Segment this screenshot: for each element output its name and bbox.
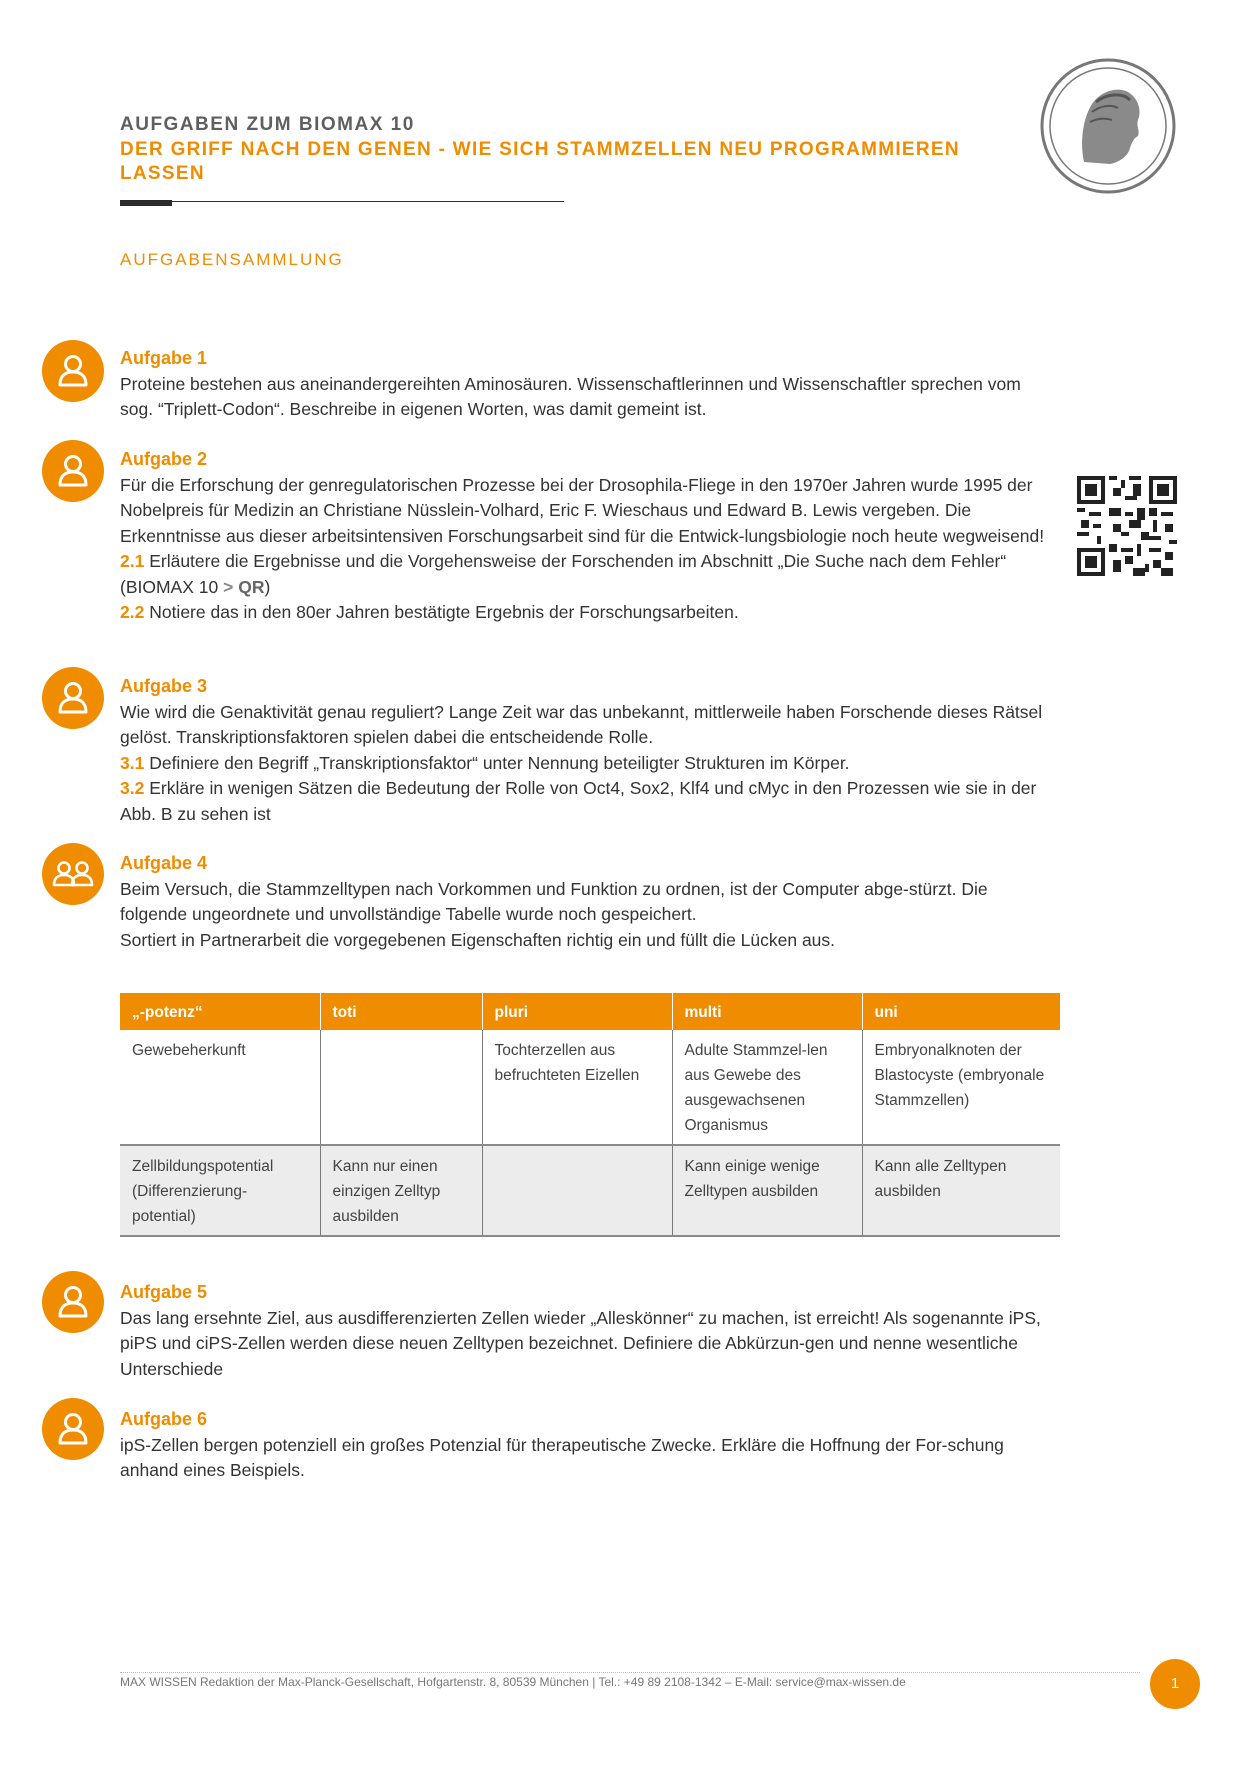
- table-header: pluri: [482, 993, 672, 1030]
- qr-reference[interactable]: QR: [238, 576, 265, 597]
- subtask-number: 2.1: [120, 551, 145, 571]
- subtask-2-1: [120, 549, 1050, 600]
- task-title: Aufgabe 1: [120, 348, 208, 368]
- pair-icon: [42, 843, 104, 905]
- task-title: Aufgabe 3: [120, 676, 208, 696]
- task-1: [120, 346, 1050, 423]
- table-cell: Tochterzellen aus befruchteten Eizellen: [482, 1030, 672, 1145]
- table-header: uni: [862, 993, 1060, 1030]
- task-title: Aufgabe 6: [120, 1409, 208, 1429]
- subtask-text: Notiere das in den 80er Jahren bestätigte Ergebnis der Forschungsarbeiten.: [149, 602, 739, 622]
- table-cell: Kann alle Zelltypen ausbilden: [862, 1145, 1060, 1236]
- task-3: [120, 674, 1050, 827]
- task-text: Beim Versuch, die Stammzelltypen nach Vorkommen und Funktion zu ordnen, ist der Computer abge-stürzt. Die folgende ungeordnete und unvollständige Tabelle wurde noch gespeichert.: [120, 878, 988, 924]
- table-header: multi: [672, 993, 862, 1030]
- task-text: Das lang ersehnte Ziel, aus ausdifferenzierten Zellen wieder „Alleskönner“ zu machen, ist erreicht! Als sogenannte iPS, piPS und ciPS-Zellen werden diese neuen Zelltypen bezeichnet. Definiere die Abkürzun-gen und nenne wesentliche Unterschiede: [120, 1307, 1041, 1379]
- table-cell: Kann nur einen einzigen Zelltyp ausbilden: [320, 1145, 482, 1236]
- task-text: Wie wird die Genaktivität genau reguliert? Lange Zeit war das unbekannt, mittlerweile haben Forschende dieses Rätsel gelöst. Transkriptionsfaktoren spielen dabei die entscheidende Rolle.: [120, 701, 1043, 747]
- person-icon: [42, 340, 104, 402]
- task-title: Aufgabe 4: [120, 853, 208, 873]
- subtask-text: Definiere den Begriff „Transkriptionsfaktor“ unter Nennung beteiligter Strukturen im Körper.: [149, 752, 850, 773]
- table-header: toti: [320, 993, 482, 1030]
- task-2: [120, 447, 1050, 626]
- table-cell: Adulte Stammzel-len aus Gewebe des ausgewachsenen Organismus: [672, 1030, 862, 1145]
- table-cell: Embryonalknoten der Blastocyste (embryonale Stammzellen): [862, 1030, 1060, 1145]
- task-6: [120, 1407, 1050, 1484]
- section-heading: AUFGABENSAMMLUNG: [120, 250, 344, 269]
- task-title: Aufgabe 2: [120, 449, 208, 469]
- subtask-number: 2.2: [120, 602, 145, 622]
- task-text: Für die Erforschung der genregulatorischen Prozesse bei der Drosophila-Fliege in den 1970er Jahren wurde 1995 der Nobelpreis für Medizin an Christiane Nüsslein-Volhard, Eric F. Wieschaus und Edward B. Lewis vergeben. Die Erkenntnisse aus dieser arbeitsintensiven Forschungsarbeit sind für die Entwick-lungsbiologie noch heute wegweisend!: [120, 474, 1045, 546]
- subtask-text: Erläutere die Ergebnisse und die Vorgehensweise der Forschenden im Abschnitt „Die Suche nach dem Fehler“ (BIOMAX 10: [120, 551, 1007, 597]
- task-title: Aufgabe 5: [120, 1282, 208, 1302]
- page-number: 1: [1150, 1659, 1200, 1709]
- subtask-number: 3.2: [120, 778, 145, 798]
- qr-arrow: >: [223, 576, 234, 597]
- table-cell: Gewebeherkunft: [120, 1030, 320, 1145]
- subtask-tail: ): [264, 576, 271, 597]
- table-cell-empty: [482, 1145, 672, 1236]
- table-row: [120, 1145, 1060, 1236]
- table-cell-empty: [320, 1030, 482, 1145]
- subtask-text: Erkläre in wenigen Sätzen die Bedeutung der Rolle von Oct4, Sox2, Klf4 und cMyc in den Prozessen wie sie in der Abb. B zu sehen ist: [120, 778, 1037, 824]
- header-rule-accent: [120, 200, 172, 206]
- table-cell: Zellbildungspotential (Differenzierung-potential): [120, 1145, 320, 1236]
- footer-divider: [120, 1672, 1140, 1673]
- table-header-row: [120, 993, 1060, 1030]
- task-text-2: Sortiert in Partnerarbeit die vorgegebenen Eigenschaften richtig ein und füllt die Lücken aus.: [120, 929, 836, 950]
- person-icon: [42, 440, 104, 502]
- subtask-2-2: [120, 600, 1050, 626]
- footer-text: MAX WISSEN Redaktion der Max-Planck-Gesellschaft, Hofgartenstr. 8, 80539 München | Tel.: +49 89 2108-1342 – E-Mail: service@max-wissen.de: [120, 1675, 906, 1689]
- person-icon: [42, 1398, 104, 1460]
- task-text: ipS-Zellen bergen potenziell ein großes Potenzial für therapeutische Zwecke. Erkläre die Hoffnung der For-schung anhand eines Beispiels.: [120, 1434, 1004, 1480]
- header-rule: [172, 201, 564, 202]
- minerva-seal-logo: [1040, 58, 1176, 194]
- subtask-3-2: [120, 776, 1050, 827]
- subtask-3-1: [120, 751, 1050, 777]
- table-cell: Kann einige wenige Zelltypen ausbilden: [672, 1145, 862, 1236]
- task-5: [120, 1280, 1050, 1382]
- table-row: [120, 1030, 1060, 1145]
- task-4: [120, 851, 1050, 953]
- stem-cell-table: [120, 993, 1060, 1237]
- header-title-line2: DER GRIFF NACH DEN GENEN - WIE SICH STAMMZELLEN NEU PROGRAMMIEREN LASSEN: [120, 139, 960, 184]
- subtask-number: 3.1: [120, 752, 145, 773]
- header-title-line1: AUFGABEN ZUM BIOMAX 10: [120, 114, 415, 135]
- table-header: „-potenz“: [120, 993, 320, 1030]
- qr-code[interactable]: [1077, 476, 1177, 576]
- person-icon: [42, 1271, 104, 1333]
- person-icon: [42, 667, 104, 729]
- task-text: Proteine bestehen aus aneinandergereihten Aminosäuren. Wissenschaftlerinnen und Wissenschaftler sprechen vom sog. “Triplett-Codon“. Beschreibe in eigenen Worten, was damit gemeint ist.: [120, 373, 1021, 419]
